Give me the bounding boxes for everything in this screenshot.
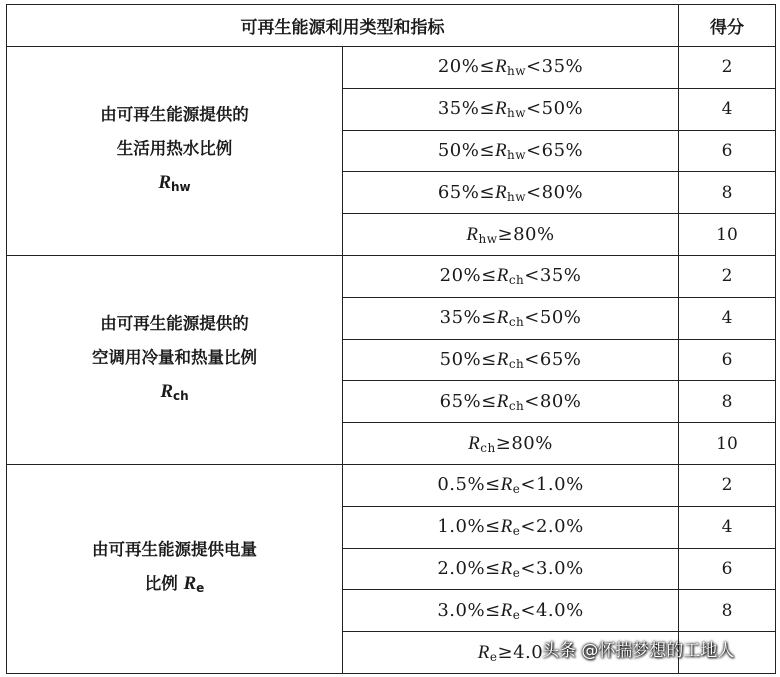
table-row [7, 47, 776, 89]
condition-lower-bound: 2.0%≤ [437, 557, 501, 579]
condition-symbol: R [500, 474, 513, 496]
condition-upper-bound: ≥80% [497, 223, 555, 245]
category-cell [7, 47, 343, 256]
condition-cell [343, 172, 679, 214]
condition-symbol-subscript: ch [480, 440, 496, 455]
score-cell: 4 [679, 506, 776, 548]
condition-upper-bound: <80% [526, 181, 584, 203]
condition-upper-bound: ≥80% [495, 432, 553, 454]
condition-upper-bound: <50% [524, 307, 582, 329]
condition-symbol-subscript: e [512, 565, 521, 580]
table-row [7, 464, 776, 506]
condition-symbol-subscript: hw [507, 189, 527, 204]
condition-lower-bound: 0.5%≤ [437, 474, 501, 496]
condition-lower-bound: 65%≤ [437, 181, 495, 203]
condition-symbol-subscript: hw [507, 147, 527, 162]
category-symbol-subscript: e [196, 580, 205, 595]
condition-symbol: R [494, 98, 508, 120]
score-cell: 10 [679, 214, 776, 256]
condition-symbol: R [496, 265, 509, 287]
condition-cell [343, 464, 679, 506]
category-symbol-line [7, 567, 342, 605]
condition-symbol-subscript: ch [508, 315, 525, 330]
condition-symbol-subscript: ch [508, 356, 525, 371]
condition-lower-bound: 20%≤ [437, 56, 495, 78]
condition-upper-bound: <35% [526, 56, 584, 78]
category-line: 空调用冷量和热量比例 [92, 347, 257, 367]
condition-symbol: R [494, 181, 508, 203]
condition-symbol-subscript: e [489, 649, 498, 664]
condition-cell [343, 506, 679, 548]
condition-cell [343, 381, 679, 423]
score-cell: 8 [679, 590, 776, 632]
score-header: 得分 [679, 5, 776, 47]
category-symbol-line [7, 375, 342, 413]
score-cell: 8 [679, 381, 776, 423]
condition-lower-bound: 35%≤ [437, 98, 495, 120]
score-cell: 4 [679, 297, 776, 339]
condition-symbol-subscript: hw [507, 64, 527, 79]
condition-symbol: R [494, 56, 508, 78]
category-header: 可再生能源利用类型和指标 [7, 5, 679, 47]
category-symbol-prefix: 比例 [144, 573, 184, 593]
score-cell: 6 [679, 339, 776, 381]
condition-symbol: R [500, 599, 513, 621]
watermark: 头条 @怀揣梦想的工地人 [542, 641, 735, 661]
category-symbol: R [160, 380, 174, 402]
condition-symbol-subscript: e [512, 482, 521, 497]
condition-symbol: R [496, 348, 509, 370]
score-cell: 2 [679, 464, 776, 506]
condition-upper-bound: <50% [526, 98, 584, 120]
score-cell: 2 [679, 255, 776, 297]
condition-symbol-subscript: ch [508, 398, 525, 413]
condition-lower-bound: 50%≤ [437, 139, 495, 161]
category-line: 由可再生能源提供的 [100, 313, 249, 333]
score-cell: 8 [679, 172, 776, 214]
condition-symbol: R [466, 223, 479, 245]
table-row [7, 255, 776, 297]
condition-cell [343, 548, 679, 590]
condition-upper-bound: <80% [524, 390, 582, 412]
condition-upper-bound: <35% [524, 265, 582, 287]
condition-cell [343, 88, 679, 130]
category-symbol-subscript: hw [171, 179, 191, 194]
score-cell: 4 [679, 88, 776, 130]
condition-symbol-subscript: e [512, 607, 521, 622]
condition-lower-bound: 3.0%≤ [437, 599, 501, 621]
condition-symbol: R [500, 516, 513, 538]
condition-symbol-subscript: hw [478, 231, 498, 246]
score-cell: 2 [679, 47, 776, 89]
condition-upper-bound: ≥4.0 [497, 641, 544, 663]
table-body [7, 47, 776, 674]
condition-upper-bound: <65% [526, 139, 584, 161]
condition-upper-bound: <1.0% [520, 474, 584, 496]
category-line: 由可再生能源提供的 [100, 104, 249, 124]
category-line: 由可再生能源提供电量 [92, 539, 257, 559]
condition-cell [343, 423, 679, 465]
condition-symbol-subscript: ch [508, 273, 525, 288]
condition-symbol: R [496, 390, 509, 412]
condition-symbol: R [468, 432, 481, 454]
score-cell: 10 [679, 423, 776, 465]
condition-symbol: R [494, 139, 508, 161]
condition-lower-bound: 50%≤ [439, 348, 497, 370]
condition-upper-bound: <65% [524, 348, 582, 370]
score-cell: 6 [679, 548, 776, 590]
condition-cell [343, 255, 679, 297]
condition-symbol: R [500, 557, 513, 579]
category-symbol-subscript: ch [173, 388, 189, 403]
scoring-table [6, 4, 776, 674]
table-header-row [7, 5, 776, 47]
condition-lower-bound: 1.0%≤ [437, 516, 501, 538]
category-symbol: R [183, 572, 197, 594]
category-symbol: R [158, 171, 172, 193]
condition-cell [343, 339, 679, 381]
category-cell [7, 255, 343, 464]
condition-upper-bound: <2.0% [520, 516, 584, 538]
condition-symbol: R [496, 307, 509, 329]
condition-symbol-subscript: e [512, 524, 521, 539]
category-line: 生活用热水比例 [116, 138, 233, 158]
condition-cell [343, 130, 679, 172]
condition-cell [343, 47, 679, 89]
score-cell: 6 [679, 130, 776, 172]
condition-lower-bound: 20%≤ [439, 265, 497, 287]
condition-upper-bound: <4.0% [520, 599, 584, 621]
condition-cell [343, 214, 679, 256]
category-symbol-line [7, 166, 342, 204]
category-cell [7, 464, 343, 673]
condition-symbol: R [477, 641, 490, 663]
condition-lower-bound: 65%≤ [439, 390, 497, 412]
condition-cell [343, 297, 679, 339]
condition-lower-bound: 35%≤ [439, 307, 497, 329]
condition-cell [343, 590, 679, 632]
condition-upper-bound: <3.0% [520, 557, 584, 579]
condition-symbol-subscript: hw [507, 106, 527, 121]
